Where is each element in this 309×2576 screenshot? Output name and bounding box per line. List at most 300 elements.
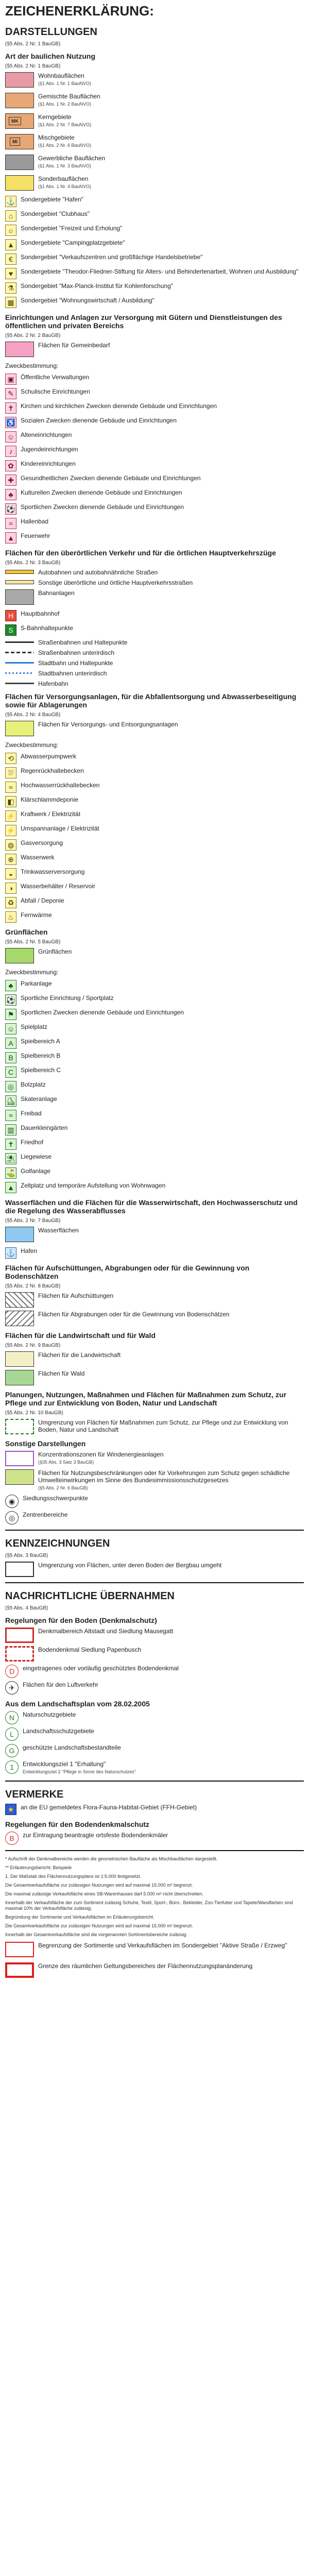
- label-so-clubhaus: Sondergebiet "Clubhaus": [21, 210, 90, 217]
- label-natur: Naturschutzgebiete: [23, 1711, 76, 1718]
- label-kinder: Kindereinrichtungen: [21, 460, 76, 467]
- legend-item-stadtbahn-unter: [5, 670, 304, 677]
- development-goal-icon: 1: [5, 1760, 19, 1774]
- swatch-nutzungsbeschraenkung: [5, 1469, 34, 1485]
- section-bodendenkmal-title: Regelungen für den Bodendenkmalschutz: [5, 1820, 150, 1828]
- swatch-landwirt: [5, 1351, 34, 1367]
- legend-item-umgrenzung-schutz: [5, 1419, 304, 1434]
- legend-item-spielplatz: [5, 1023, 304, 1035]
- label-zelt: Zeltplatz und temporäre Aufstellung von Wohnwagen: [21, 1182, 166, 1189]
- section-boden-title: Regelungen für den Boden (Denkmalschutz): [5, 1616, 157, 1624]
- section-gemeinbedarf-title: Einrichtungen und Anlagen zur Versorgung mit Gütern und Dienstleistungen des öffentlichen und privaten Bereichs: [5, 313, 282, 330]
- footer-box-2-swatch: [5, 1962, 34, 1978]
- legend-item-sport: [5, 503, 304, 515]
- label-konzentration: Konzentrationszonen für Windenergieanlagen: [38, 1451, 164, 1458]
- landscape-protection-icon: L: [5, 1727, 19, 1741]
- footer-box-1: [5, 1942, 304, 1957]
- legend-item-wasserwerk: [5, 854, 304, 865]
- swatch-aufschuettung: [5, 1292, 34, 1308]
- legend-item-gemischt: [5, 93, 304, 108]
- legend-item-alten: [5, 431, 304, 443]
- footer: [5, 1942, 304, 1978]
- section-schutz-subtitle: (§5 Abs. 2 Nr. 10 BauGB): [5, 1410, 63, 1416]
- label-strab-unter: Straßenbahnen unterirdisch: [38, 649, 115, 656]
- allotment-icon: ▥: [5, 1124, 16, 1136]
- divider-3: [5, 1781, 304, 1782]
- label-hafenbahn: Hafenbahn: [38, 680, 68, 687]
- label-skate: Skateranlage: [21, 1095, 57, 1103]
- elderly-icon: ☺: [5, 431, 16, 443]
- anchor-icon: ⚓: [5, 196, 16, 207]
- small-gewerbe: (§1 Abs. 1 Nr. 3 BauNVO): [38, 163, 92, 168]
- note-1: * Aufschrift der Denkmalbereiche werden die geometrischen Baufläche als Mischbauflächen dargestellt.: [5, 1856, 218, 1861]
- strassen-line: [5, 579, 34, 585]
- swatch-versorgung: [5, 721, 34, 736]
- legend-item-konzentration: [5, 1451, 304, 1466]
- legend-item-so-verkauf: [5, 253, 304, 265]
- legend-item-gemeinbedarf-flaeche: [5, 342, 304, 357]
- waterworks-icon: ⊕: [5, 854, 16, 865]
- label-abfall: Abfall / Deponie: [21, 897, 64, 904]
- protected-element-icon: G: [5, 1744, 19, 1757]
- lawn-icon: ⛱: [5, 1153, 16, 1164]
- health-icon: ✚: [5, 474, 16, 486]
- legend-item-freibad: [5, 1110, 304, 1121]
- section-landwirtschaft-title: Flächen für die Landwirtschaft und für Wald: [5, 1331, 156, 1340]
- legend-item-kern: [5, 113, 304, 129]
- label-bolzplatz: Bolzplatz: [21, 1081, 46, 1088]
- footer-box-2-label: Grenze des räumlichen Geltungsbereiches der Flächennutzungsplanänderung: [38, 1962, 253, 1970]
- legend-item-so-clubhaus: [5, 210, 304, 222]
- label-abwasser: Abwasserpumpwerk: [21, 753, 77, 760]
- legend-item-sport-flaeche: [5, 994, 304, 1006]
- swatch-gemischt: [5, 93, 34, 108]
- legend-item-hafenbahn: [5, 680, 304, 687]
- section-kennzeichnungen-title: KENNZEICHNUNGEN: [5, 1538, 110, 1549]
- label-landschaft: Landschaftsschutzgebiete: [23, 1727, 94, 1735]
- play-area-a-icon: A: [5, 1038, 16, 1049]
- swatch-gewerbe: [5, 155, 34, 170]
- label-denkmal-einzel: Denkmalbereich Altstadt und Siedlung Mausegatt: [38, 1628, 174, 1635]
- legend-item-luftverkehr: [5, 1681, 304, 1694]
- label-spiel-c: Spielbereich C: [21, 1066, 61, 1074]
- label-sozial: Sozialen Zwecken dienende Gebäude und Einrichtungen: [21, 417, 177, 424]
- label-kern: Kerngebiete: [38, 113, 72, 121]
- sun-icon: ☼: [5, 225, 16, 236]
- legend-item-hbf: [5, 610, 304, 621]
- label-sbahn: S-Bahnhaltepunkte: [21, 624, 74, 632]
- social-icon: ♿: [5, 417, 16, 428]
- admin-icon: ▣: [5, 374, 16, 385]
- section-schutz-title: Planungen, Nutzungen, Maßnahmen und Flächen für Maßnahmen zum Schutz, zur Pflege und zur Entwicklung von Boden, Natur und Landschaft: [5, 1391, 287, 1407]
- section-gemeinbedarf-subtitle: (§5 Abs. 2 Nr. 2 BauGB): [5, 333, 61, 338]
- legend-item-landwirt: [5, 1351, 304, 1367]
- legend-item-schule: [5, 388, 304, 399]
- legend-item-umgrenzung-boden: [5, 1562, 304, 1577]
- legend-item-bolzplatz: [5, 1081, 304, 1092]
- swatch-kern: [5, 113, 34, 129]
- swatch-wald: [5, 1370, 34, 1385]
- legend-item-feuerwehr: [5, 532, 304, 544]
- label-wasserbehaelter: Wasserbehälter / Reservoir: [21, 883, 95, 890]
- label-sport-gebaeude: Sportlichen Zwecken dienende Gebäude und Einrichtungen: [21, 1009, 184, 1016]
- legend-item-bahn: [5, 589, 304, 605]
- label-nutzungsbeschraenkung: Flächen für Nutzungsbeschränkungen oder für Vorkehrungen zum Schutz gegen schädliche Umwelteinwirkungen im Sinne des Bundesimmissionsschutzgesetzes: [38, 1469, 290, 1484]
- legend-item-eu: [5, 1804, 304, 1815]
- legend-item-entwicklung: [5, 1760, 304, 1775]
- label-spielplatz: Spielplatz: [21, 1023, 48, 1030]
- strab-underground-line: [5, 649, 34, 655]
- sport-icon: ⚽: [5, 503, 16, 515]
- legend-item-kraftwerk: [5, 810, 304, 822]
- youth-icon: ♪: [5, 446, 16, 457]
- label-wasserflaeche: Wasserflächen: [38, 1227, 79, 1234]
- legend-item-gewerbe: [5, 155, 304, 170]
- label-so-plasma: Sondergebiet "Max-Planck-Institut für Kohlenforschung": [21, 282, 174, 290]
- swatch-konzentration: [5, 1451, 34, 1466]
- mk-badge: MK: [9, 117, 21, 125]
- settlement-icon: ◉: [5, 1495, 19, 1508]
- legend-item-abwasser: [5, 753, 304, 764]
- playground-icon: ☺: [5, 1023, 16, 1035]
- legend-item-so-theodor: [5, 268, 304, 279]
- label-trinkwasser: Trinkwasserversorgung: [21, 868, 85, 875]
- label-umgrenzung-boden: Umgrenzung von Flächen, unter deren Boden der Bergbau umgeht: [38, 1562, 222, 1569]
- small-kern: (§1 Abs. 2 Nr. 7 BauNVO): [38, 122, 92, 127]
- legend-item-so-hafen: [5, 196, 304, 207]
- swatch-denkmal-einzel: [5, 1628, 34, 1643]
- legend-item-nutzungsbeschraenkung: [5, 1469, 304, 1492]
- pool-icon: ≈: [5, 518, 16, 529]
- label-wohn: Wohnbauflächen: [38, 72, 84, 79]
- small-sonder: (§1 Abs. 1 Nr. 4 BauNVO): [38, 184, 92, 189]
- section-nachrichtlich-subtitle: (§5 Abs. 4 BauGB): [5, 1605, 48, 1611]
- play-area-b-icon: B: [5, 1052, 16, 1063]
- legend-item-natur: [5, 1711, 304, 1724]
- label-freibad: Freibad: [21, 1110, 42, 1117]
- section-landwirtschaft-subtitle: (§5 Abs. 2 Nr. 9 BauGB): [5, 1343, 61, 1348]
- footer-box-2: [5, 1962, 304, 1978]
- play-area-c-icon: C: [5, 1066, 16, 1078]
- lab-icon: ⚗: [5, 282, 16, 294]
- legend-item-abfall: [5, 897, 304, 908]
- section-versorgung-title: Flächen für Versorgungsanlagen, für die Abfallentsorgung und Abwasserbeseitigung sowie für Ablagerungen: [5, 692, 297, 709]
- legend-item-baudenkmal: [5, 1665, 304, 1678]
- legend-item-wasserbehaelter: [5, 883, 304, 894]
- section-darstellungen-subtitle: (§5 Abs. 2 Nr. 1 BauGB): [5, 41, 61, 47]
- note-5: Die maximal zulässige Verkaufsfläche eines SB-Warenhauses darf 5.000 m² nicht überschreiten.: [5, 1891, 203, 1896]
- legend-item-kultur: [5, 489, 304, 500]
- label-versorgung-flaeche: Flächen für Versorgungs- und Entsorgungsanlagen: [38, 721, 178, 728]
- label-spiel-a: Spielbereich A: [21, 1038, 60, 1045]
- label-umspann: Umspannanlage / Elektrizität: [21, 825, 99, 832]
- small-wohn: (§1 Abs. 1 Nr. 1 BauNVO): [38, 81, 92, 86]
- label-abgrabung: Flächen für Abgrabungen oder für die Gewinnung von Bodenschätzen: [38, 1311, 230, 1318]
- culture-icon: ♣: [5, 489, 16, 500]
- label-entwicklung: Entwicklungsziel 1 "Erhaltung": [23, 1760, 106, 1768]
- label-siedlung: Siedlungsschwerpunkte: [23, 1495, 88, 1502]
- label-strab: Straßenbahnen und Haltepunkte: [38, 639, 128, 646]
- label-klaer: Klärschlammdeponie: [21, 796, 79, 803]
- section-verkehr-subtitle: (§5 Abs. 2 Nr. 3 BauGB): [5, 560, 61, 566]
- label-stadtbahn: Stadtbahn und Haltepunkte: [38, 659, 113, 667]
- label-spiel-b: Spielbereich B: [21, 1052, 61, 1059]
- label-so-wohnungswirt: Sondergebiet "Wohnungswirtschaft / Ausbildung": [21, 297, 154, 304]
- divider-4: [5, 1850, 304, 1851]
- section-abgrabungen-subtitle: (§5 Abs. 2 Nr. 8 BauGB): [5, 1283, 61, 1289]
- legend-item-siedlung: [5, 1495, 304, 1508]
- label-luftverkehr: Flächen für den Luftverkehr: [23, 1681, 98, 1688]
- legend-item-sozial: [5, 417, 304, 428]
- drinking-water-icon: ◒: [5, 868, 16, 879]
- label-landwirt: Flächen für die Landwirtschaft: [38, 1351, 121, 1359]
- camping-icon: ▲: [5, 1182, 16, 1193]
- swatch-wohn: [5, 72, 34, 88]
- section-wasser-title: Wasserflächen und die Flächen für die Wasserwirtschaft, den Hochwasserschutz und die Regelung des Wasserabflusses: [5, 1198, 298, 1215]
- label-zweckbestimmung-2: Zweckbestimmung:: [5, 741, 59, 749]
- note-9: Innerhalb der Gesamtverkaufsfläche sind die vorgenannten Sortimentsbereiche zulässig.: [5, 1932, 187, 1937]
- sbahn-icon: S: [5, 624, 16, 636]
- note-4: Die Gesamtverkaufsfläche zur zulässigen Nutzungen wird auf maximal 15.000 m² begrenzt.: [5, 1883, 193, 1888]
- section-kennzeichnungen-subtitle: (§5 Abs. 3 BauGB): [5, 1553, 48, 1558]
- label-hbf: Hauptbahnhof: [21, 610, 60, 617]
- swatch-bahn: [5, 589, 34, 605]
- label-alten: Alteneinrichtungen: [21, 431, 72, 438]
- legend-item-aufschuettung: [5, 1292, 304, 1308]
- label-fernwaerme: Fernwärme: [21, 911, 52, 919]
- swatch-denkmal-pamp: [5, 1646, 34, 1662]
- pump-icon: ⟲: [5, 753, 16, 764]
- label-liegewiese: Liegewiese: [21, 1153, 52, 1160]
- legend-item-golf: [5, 1167, 304, 1179]
- legend-item-strab-unter: [5, 649, 304, 656]
- church-icon: ✝: [5, 402, 16, 414]
- legend-item-trinkwasser: [5, 868, 304, 879]
- small-nutzungsbeschraenkung: (§5 Abs. 2 Nr. 6 BauGB): [38, 1485, 88, 1490]
- section-abgrabungen-title: Flächen für Aufschüttungen, Abgrabungen oder für die Gewinnung von Bodenschätzen: [5, 1264, 250, 1280]
- shop-icon: €: [5, 253, 16, 265]
- section-sonstige-title: Sonstige Darstellungen: [5, 1439, 86, 1448]
- waste-icon: ♻: [5, 897, 16, 908]
- label-hochwasser: Hochwasserrückhaltebecken: [21, 782, 100, 789]
- note-3: 1. Der Maßstab des Flächennutzungsplans ist 1:5.000 festgesetzt.: [5, 1874, 142, 1879]
- legend-item-hafen-wasser: [5, 1247, 304, 1259]
- label-umgrenzung-schutz: Umgrenzung von Flächen für Maßnahmen zum Schutz, zur Pflege und zur Entwicklung von Boden, Natur und Landschaft: [38, 1419, 288, 1433]
- small-entwicklung: Entwicklungsziel 2 "Pflege in Sinne des Naturschutzes": [23, 1769, 136, 1774]
- label-wald: Flächen für Wald: [38, 1370, 85, 1377]
- label-stadtbahn-unter: Stadtbahnen unterirdisch: [38, 670, 107, 677]
- bodendenkmal-icon: B: [5, 1832, 19, 1845]
- label-autobahn: Autobahnen und autobahnähnliche Straßen: [38, 569, 158, 576]
- section-nachrichtlich-title: NACHRICHTLICHE ÜBERNAHMEN: [5, 1590, 175, 1602]
- label-strassen: Sonstige überörtliche und örtliche Hauptverkehrsstraßen: [38, 579, 193, 586]
- legend-item-versorgung-flaeche: [5, 721, 304, 736]
- note-7: Begründung der Sortimente und Verkaufsflächen im Erläuterungsbericht.: [5, 1914, 154, 1920]
- label-parkanlage: Parkanlage: [21, 980, 52, 987]
- legend-item-so-plasma: [5, 282, 304, 294]
- section-vermerke-title: VERMERKE: [5, 1789, 64, 1800]
- legend-item-liegewiese: [5, 1153, 304, 1164]
- swatch-abgrabung: [5, 1311, 34, 1326]
- skate-icon: ⛸: [5, 1095, 16, 1107]
- label-golf: Golfanlage: [21, 1167, 51, 1175]
- airplane-icon: ✈: [5, 1681, 19, 1694]
- swatch-bergbau: [5, 1562, 34, 1577]
- eu-icon: ★: [5, 1804, 16, 1815]
- label-geschuetzt: geschützte Landschaftsbestandteile: [23, 1744, 121, 1751]
- label-gesundheit: Gesundheitlichen Zwecken dienende Gebäude und Einrichtungen: [21, 474, 201, 482]
- label-wasserwerk: Wasserwerk: [21, 854, 55, 861]
- label-zweckbestimmung-1: Zweckbestimmung:: [5, 362, 59, 369]
- swatch-umgrenzung-schutz: [5, 1419, 34, 1434]
- label-jugend: Jugendeinrichtungen: [21, 446, 78, 453]
- house-icon: ⌂: [5, 210, 16, 222]
- legend-item-bodendenkmal-eintrag: [5, 1832, 304, 1845]
- legend-item-strassen: [5, 579, 304, 586]
- label-regen: Regenrückhaltebecken: [21, 767, 84, 774]
- swatch-misch: [5, 134, 34, 149]
- legend-item-strab: [5, 639, 304, 646]
- label-dauerklein: Dauerkleingärten: [21, 1124, 68, 1131]
- flood-basin-icon: ≈: [5, 782, 16, 793]
- section-wasser-subtitle: (§5 Abs. 2 Nr. 7 BauGB): [5, 1218, 61, 1224]
- footer-box-1-label: Begrenzung der Sortimente und Verkaufsflächen im Sondergebiet "Aktive Straße / Erzweg": [38, 1942, 287, 1949]
- section-verkehr-title: Flächen für den überörtlichen Verkehr und für die örtlichen Hauptverkehrszüge: [5, 549, 276, 557]
- label-kirche: Kirchen und kirchlichen Zwecken dienende Gebäude und Einrichtungen: [21, 402, 217, 410]
- divider-1: [5, 1530, 304, 1531]
- monument-icon: D: [5, 1665, 19, 1678]
- legend-item-friedhof: [5, 1139, 304, 1150]
- legend-item-oeff-verwaltung: [5, 374, 304, 385]
- legend-item-geschuetzt: [5, 1744, 304, 1757]
- sports-field-icon: ⚽: [5, 994, 16, 1006]
- legend-item-gesundheit: [5, 474, 304, 486]
- label-so-theodor: Sondergebiete "Theodor-Fliedner-Stiftung für Alters- und Behindertenarbeit, Wohnen und Ausbildung": [21, 268, 299, 275]
- stadtbahn-underground-line: [5, 670, 34, 676]
- power-plant-icon: ⚡: [5, 810, 16, 822]
- football-pitch-icon: ◎: [5, 1081, 16, 1092]
- legend-item-zelt: [5, 1182, 304, 1193]
- label-zweckbestimmung-3: Zweckbestimmung:: [5, 969, 59, 976]
- small-misch: (§1 Abs. 2 Nr. 6 BauNVO): [38, 143, 92, 148]
- label-kraftwerk: Kraftwerk / Elektrizität: [21, 810, 81, 818]
- strab-line: [5, 639, 34, 645]
- swatch-gruen: [5, 948, 34, 963]
- hafenbahn-line: [5, 680, 34, 686]
- label-aufschuettung: Flächen für Aufschüttungen: [38, 1292, 114, 1299]
- label-zentrenbereich: Zentrenbereiche: [23, 1511, 68, 1518]
- nature-reserve-icon: N: [5, 1711, 19, 1724]
- legend-item-spiel-c: [5, 1066, 304, 1078]
- label-denkmal-pamp: Bodendenkmal Siedlung Papenbusch: [38, 1646, 142, 1653]
- legend-item-fernwaerme: [5, 911, 304, 923]
- label-eu: an die EU gemeldetes Flora-Fauna-Habitat-Gebiet (FFH-Gebiet): [21, 1804, 197, 1811]
- swatch-wasser: [5, 1227, 34, 1242]
- legend-item-abgrabung: [5, 1311, 304, 1326]
- legend-item-sonder: [5, 175, 304, 191]
- legend-item-wasserflaeche: [5, 1227, 304, 1242]
- swatch-gemeinbedarf: [5, 342, 34, 357]
- label-oeff-verwaltung: Öffentliche Verwaltungen: [21, 374, 90, 381]
- center-icon: ◎: [5, 1511, 19, 1524]
- note-6: Innerhalb der Verkaufsfläche der zum Sortiment zulässig Schuhe, Textil, Sport-, Büro-, Bekleider, Zoo-Tierfutter und Tapete/Wandfarben sind maximal 10% der Verkaufsfläche zulässig.: [5, 1900, 293, 1911]
- mi-badge: MI: [10, 138, 20, 146]
- legend-item-gruenflaeche: [5, 948, 304, 963]
- legend-item-wald: [5, 1370, 304, 1385]
- legend-title: ZEICHENERKLÄRUNG:: [5, 3, 154, 19]
- legend-item-spiel-a: [5, 1038, 304, 1049]
- legend-item-zentrenbereich: [5, 1511, 304, 1524]
- cemetery-icon: ✝: [5, 1139, 16, 1150]
- park-icon: ♣: [5, 980, 16, 991]
- label-misch: Mischgebiete: [38, 134, 75, 141]
- legend-item-denkmal-einzel: [5, 1628, 304, 1643]
- label-sonder: Sonderbauflächen: [38, 175, 89, 182]
- legend-item-stadtbahn: [5, 659, 304, 667]
- small-gemischt: (§1 Abs. 1 Nr. 2 BauNVO): [38, 101, 92, 107]
- legend-item-klaer: [5, 796, 304, 807]
- label-bodendenkmal-eintrag: zur Eintragung beantragte ortsfeste Bodendenkmäler: [23, 1832, 168, 1839]
- divider-2: [5, 1582, 304, 1583]
- label-gas: Gasversorgung: [21, 839, 63, 846]
- label-hafen-wasser: Hafen: [21, 1247, 38, 1255]
- note-2: ** Erläuterungsbericht; Beispiele: [5, 1865, 72, 1870]
- legend-item-wohn: [5, 72, 304, 88]
- rain-basin-icon: ⛆: [5, 767, 16, 778]
- label-bahn: Bahnanlagen: [38, 589, 75, 597]
- label-so-hafen: Sondergebiete "Hafen": [21, 196, 83, 203]
- legend-item-umspann: [5, 825, 304, 836]
- district-heating-icon: ♨: [5, 911, 16, 923]
- label-friedhof: Friedhof: [21, 1139, 44, 1146]
- school-icon: ✎: [5, 388, 16, 399]
- fire-station-icon: ▲: [5, 532, 16, 544]
- reservoir-icon: ◑: [5, 883, 16, 894]
- sports-building-icon: ⚑: [5, 1009, 16, 1020]
- legend-item-dauerklein: [5, 1124, 304, 1136]
- legend-item-kirche: [5, 402, 304, 414]
- stadtbahn-line: [5, 659, 34, 666]
- outdoor-pool-icon: ≈: [5, 1110, 16, 1121]
- legend-item-misch: [5, 134, 304, 149]
- label-gewerbe: Gewerbliche Bauflächen: [38, 155, 106, 162]
- substation-icon: ⚡: [5, 825, 16, 836]
- harbor-icon: ⚓: [5, 1247, 16, 1259]
- sludge-icon: ◧: [5, 796, 16, 807]
- small-konzentration: (§35 Abs. 3 Satz 3 BauGB): [38, 1460, 94, 1465]
- tent-icon: ▲: [5, 239, 16, 250]
- legend-item-hallenbad: [5, 518, 304, 529]
- legend-item-landschaft: [5, 1727, 304, 1741]
- label-sport: Sportlichen Zwecken dienende Gebäude und Einrichtungen: [21, 503, 184, 511]
- golf-icon: ⛳: [5, 1167, 16, 1179]
- label-so-camping: Sondergebiete "Campingplatzgebiete": [21, 239, 125, 246]
- children-icon: ✿: [5, 460, 16, 471]
- label-kultur: Kulturellen Zwecken dienende Gebäude und Einrichtungen: [21, 489, 182, 496]
- note-8: Die Gesamtverkaufsfläche zur zulässigen Nutzungen wird auf maximal 15.000 m² begrenzt.: [5, 1923, 193, 1928]
- legend-item-spiel-b: [5, 1052, 304, 1063]
- care-icon: ♥: [5, 268, 16, 279]
- label-gruenflaeche: Grünflächen: [38, 948, 72, 955]
- legend-item-regen: [5, 767, 304, 778]
- label-feuerwehr: Feuerwehr: [21, 532, 50, 539]
- legend-item-so-freizeit: [5, 225, 304, 236]
- label-schule: Schulische Einrichtungen: [21, 388, 90, 395]
- gas-icon: ◍: [5, 839, 16, 851]
- label-gemischt: Gemischte Bauflächen: [38, 93, 100, 100]
- label-gemeinbedarf-flaeche: Flächen für Gemeinbedarf: [38, 342, 110, 349]
- label-so-verkauf: Sondergebiet "Verkaufszentren und großflächige Handelsbetriebe": [21, 253, 203, 261]
